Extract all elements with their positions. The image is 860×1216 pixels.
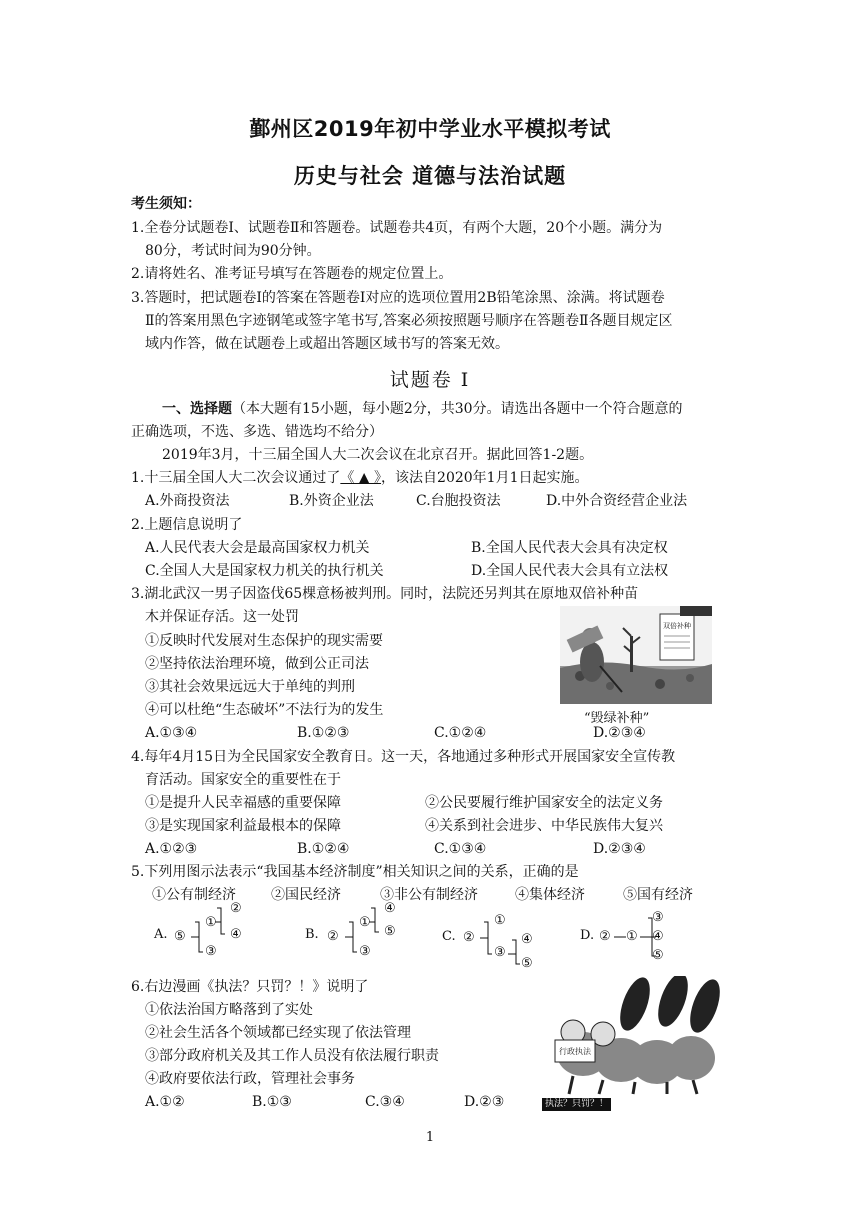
q4-option: B.①②④: [297, 841, 350, 857]
q5-c-c2: ⑤: [521, 956, 533, 971]
cartoon-enforcement: [543, 976, 723, 1100]
section-heading: 一、选择题: [162, 401, 232, 417]
q6-stem: 6.右边漫画《执法？只罚？！》说明了: [131, 979, 369, 995]
q4-item: ①是提升人民幸福感的重要保障: [145, 795, 341, 811]
q2-option: A.人民代表大会是最高国家权力机关: [145, 540, 370, 556]
q5-item: ③非公有制经济: [380, 887, 478, 903]
q6-item: ④政府要依法行政，管理社会事务: [145, 1071, 355, 1087]
q5-b-c1: ④: [384, 901, 396, 916]
section-desc-cont: 正确选项，不选、多选、错选均不给分）: [131, 424, 383, 440]
q5-c-mid: ③: [494, 945, 506, 960]
q2-option: B.全国人民代表大会具有决定权: [471, 540, 668, 556]
section-heading-line: [162, 398, 683, 421]
q5-c-top: ①: [494, 913, 506, 928]
q1-option: D.中外合资经营企业法: [546, 493, 688, 509]
q5-a-bracket: [185, 900, 235, 960]
q6-option: B.①③: [252, 1094, 292, 1110]
notice-line: 80分，考试时间为90分钟。: [145, 243, 321, 259]
q5-a-c2: ④: [230, 927, 242, 942]
q6-item: ②社会生活各个领域都已经实现了依法管理: [145, 1025, 411, 1041]
cartoon-replant-drawing: [560, 606, 712, 704]
q3-stem-cont: 木并保证存活。这一处罚: [145, 609, 299, 625]
q3-option: C.①②④: [434, 725, 487, 741]
q4-stem-cont: 育活动。国家安全的重要性在于: [145, 772, 341, 788]
q3-item: ②坚持依法治理环境，做到公正司法: [145, 656, 369, 672]
q4-option: A.①②③: [145, 841, 198, 857]
cartoon-sign-text: 双倍补种: [663, 622, 691, 630]
cartoon-enforcement-sign: 行政执法: [559, 1047, 591, 1056]
q5-item: ④集体经济: [515, 887, 585, 903]
q1-stem-b: ，该法自2020年1月1日起实施。: [381, 470, 589, 486]
q5-a-label: A.: [154, 927, 168, 942]
q2-option: C.全国人大是国家权力机关的执行机关: [145, 563, 384, 579]
q3-option: A.①③④: [145, 725, 198, 741]
q4-item: ②公民要履行维护国家安全的法定义务: [425, 795, 663, 811]
exam-title: 鄞州区2019年初中学业水平模拟考试: [249, 117, 611, 141]
q5-item: ②国民经济: [271, 887, 341, 903]
q5-c-root: ②: [463, 930, 475, 945]
notice-heading: 考生须知：: [131, 196, 201, 212]
q6-item: ①依法治国方略落到了实处: [145, 1002, 313, 1018]
q5-b-label: B.: [305, 927, 319, 942]
q2-option: D.全国人民代表大会具有立法权: [471, 563, 669, 579]
q1-stem: [131, 467, 588, 490]
q6-item: ③部分政府机关及其工作人员没有依法履行职责: [145, 1048, 439, 1064]
notice-line: Ⅱ的答案用黑色字迹钢笔或签字笔书写,答案必须按照题号顺序在答题卷Ⅱ各题目规定区: [145, 313, 673, 329]
q5-d-c3: ⑤: [652, 948, 664, 963]
q5-c-label: C.: [442, 929, 456, 944]
q1-option: B.外资企业法: [289, 493, 374, 509]
q5-b-c2: ⑤: [384, 924, 396, 939]
q5-item: ①公有制经济: [152, 887, 236, 903]
context-text: 2019年3月，十三届全国人大二次会议在北京召开。据此回答1-2题。: [162, 447, 594, 463]
volume-title: 试题卷 Ⅰ: [389, 369, 471, 391]
q4-item: ④关系到社会进步、中华民族伟大复兴: [425, 818, 663, 834]
q1-blank: 《 ▲ 》: [340, 470, 382, 486]
q5-d-c1: ③: [652, 910, 664, 925]
cartoon-enforcement-drawing: [543, 976, 723, 1100]
q5-a-root: ⑤: [174, 929, 186, 944]
q5-d-root: ②: [599, 929, 611, 944]
q3-option: B.①②③: [297, 725, 350, 741]
notice-line: 域内作答，做在试题卷上或超出答题区域书写的答案无效。: [145, 336, 509, 352]
q5-d-c2: ④: [652, 929, 664, 944]
q5-a-c1: ②: [230, 901, 242, 916]
q5-d-label: D.: [580, 928, 595, 943]
q5-b-mid: ①: [359, 915, 371, 930]
q5-c-bracket: [474, 910, 534, 974]
q2-stem: 2.上题信息说明了: [131, 517, 243, 533]
q1-stem-a: 1.十三届全国人大二次会议通过了: [131, 470, 341, 486]
q5-a-mid: ①: [205, 915, 217, 930]
q3-item: ④可以杜绝“生态破坏”不法行为的发生: [145, 702, 384, 718]
q5-d-connectors: [612, 908, 662, 964]
q5-c-c1: ④: [521, 932, 533, 947]
q3-stem: 3.湖北武汉一男子因盗伐65棵意杨被判刑。同时，法院还另判其在原地双倍补种苗: [131, 586, 639, 602]
q5-d-mid: ①: [626, 929, 638, 944]
q6-option: C.③④: [365, 1094, 405, 1110]
q4-stem: 4.每年4月15日为全民国家安全教育日。这一天，各地通过多种形式开展国家安全宣传教: [131, 749, 676, 765]
q6-option: D.②③: [464, 1094, 505, 1110]
q5-b-bottom: ③: [359, 944, 371, 959]
q4-option: D.②③④: [593, 841, 646, 857]
page-number: 1: [425, 1130, 435, 1145]
exam-subtitle: 历史与社会 道德与法治试题: [293, 164, 567, 188]
notice-line: 2.请将姓名、准考证号填写在答题卷的规定位置上。: [131, 266, 453, 282]
notice-line: 3.答题时，把试题卷Ⅰ的答案在答题卷Ⅰ对应的选项位置用2B铅笔涂黑、涂满。将试题卷: [131, 290, 665, 306]
section-desc: （本大题有15小题，每小题2分，共30分。请选出各题中一个符合题意的: [232, 401, 683, 417]
q4-item: ③是实现国家利益最根本的保障: [145, 818, 341, 834]
q5-b-root: ②: [327, 929, 339, 944]
q1-option: A.外商投资法: [145, 493, 230, 509]
notice-line: 1.全卷分试题卷Ⅰ、试题卷Ⅱ和答题卷。试题卷共4页，有两个大题，20个小题。满分为: [131, 220, 663, 236]
q1-option: C.台胞投资法: [416, 493, 501, 509]
q3-option: D.②③④: [593, 725, 646, 741]
cartoon-enforcement-caption: 执法？只罚？！: [542, 1098, 611, 1111]
q3-item: ③其社会效果远远大于单纯的判刑: [145, 679, 355, 695]
q4-option: C.①③④: [434, 841, 487, 857]
cartoon-replant-caption: “毁绿补种”: [584, 711, 650, 726]
q6-option: A.①②: [145, 1094, 185, 1110]
q5-stem: 5.下列用图示法表示“我国基本经济制度”相关知识之间的关系，正确的是: [131, 864, 579, 880]
q5-a-bottom: ③: [205, 944, 217, 959]
q3-item: ①反映时代发展对生态保护的现实需要: [145, 633, 383, 649]
q5-item: ⑤国有经济: [623, 887, 693, 903]
q5-b-bracket: [339, 900, 389, 960]
cartoon-replant: [560, 606, 712, 704]
